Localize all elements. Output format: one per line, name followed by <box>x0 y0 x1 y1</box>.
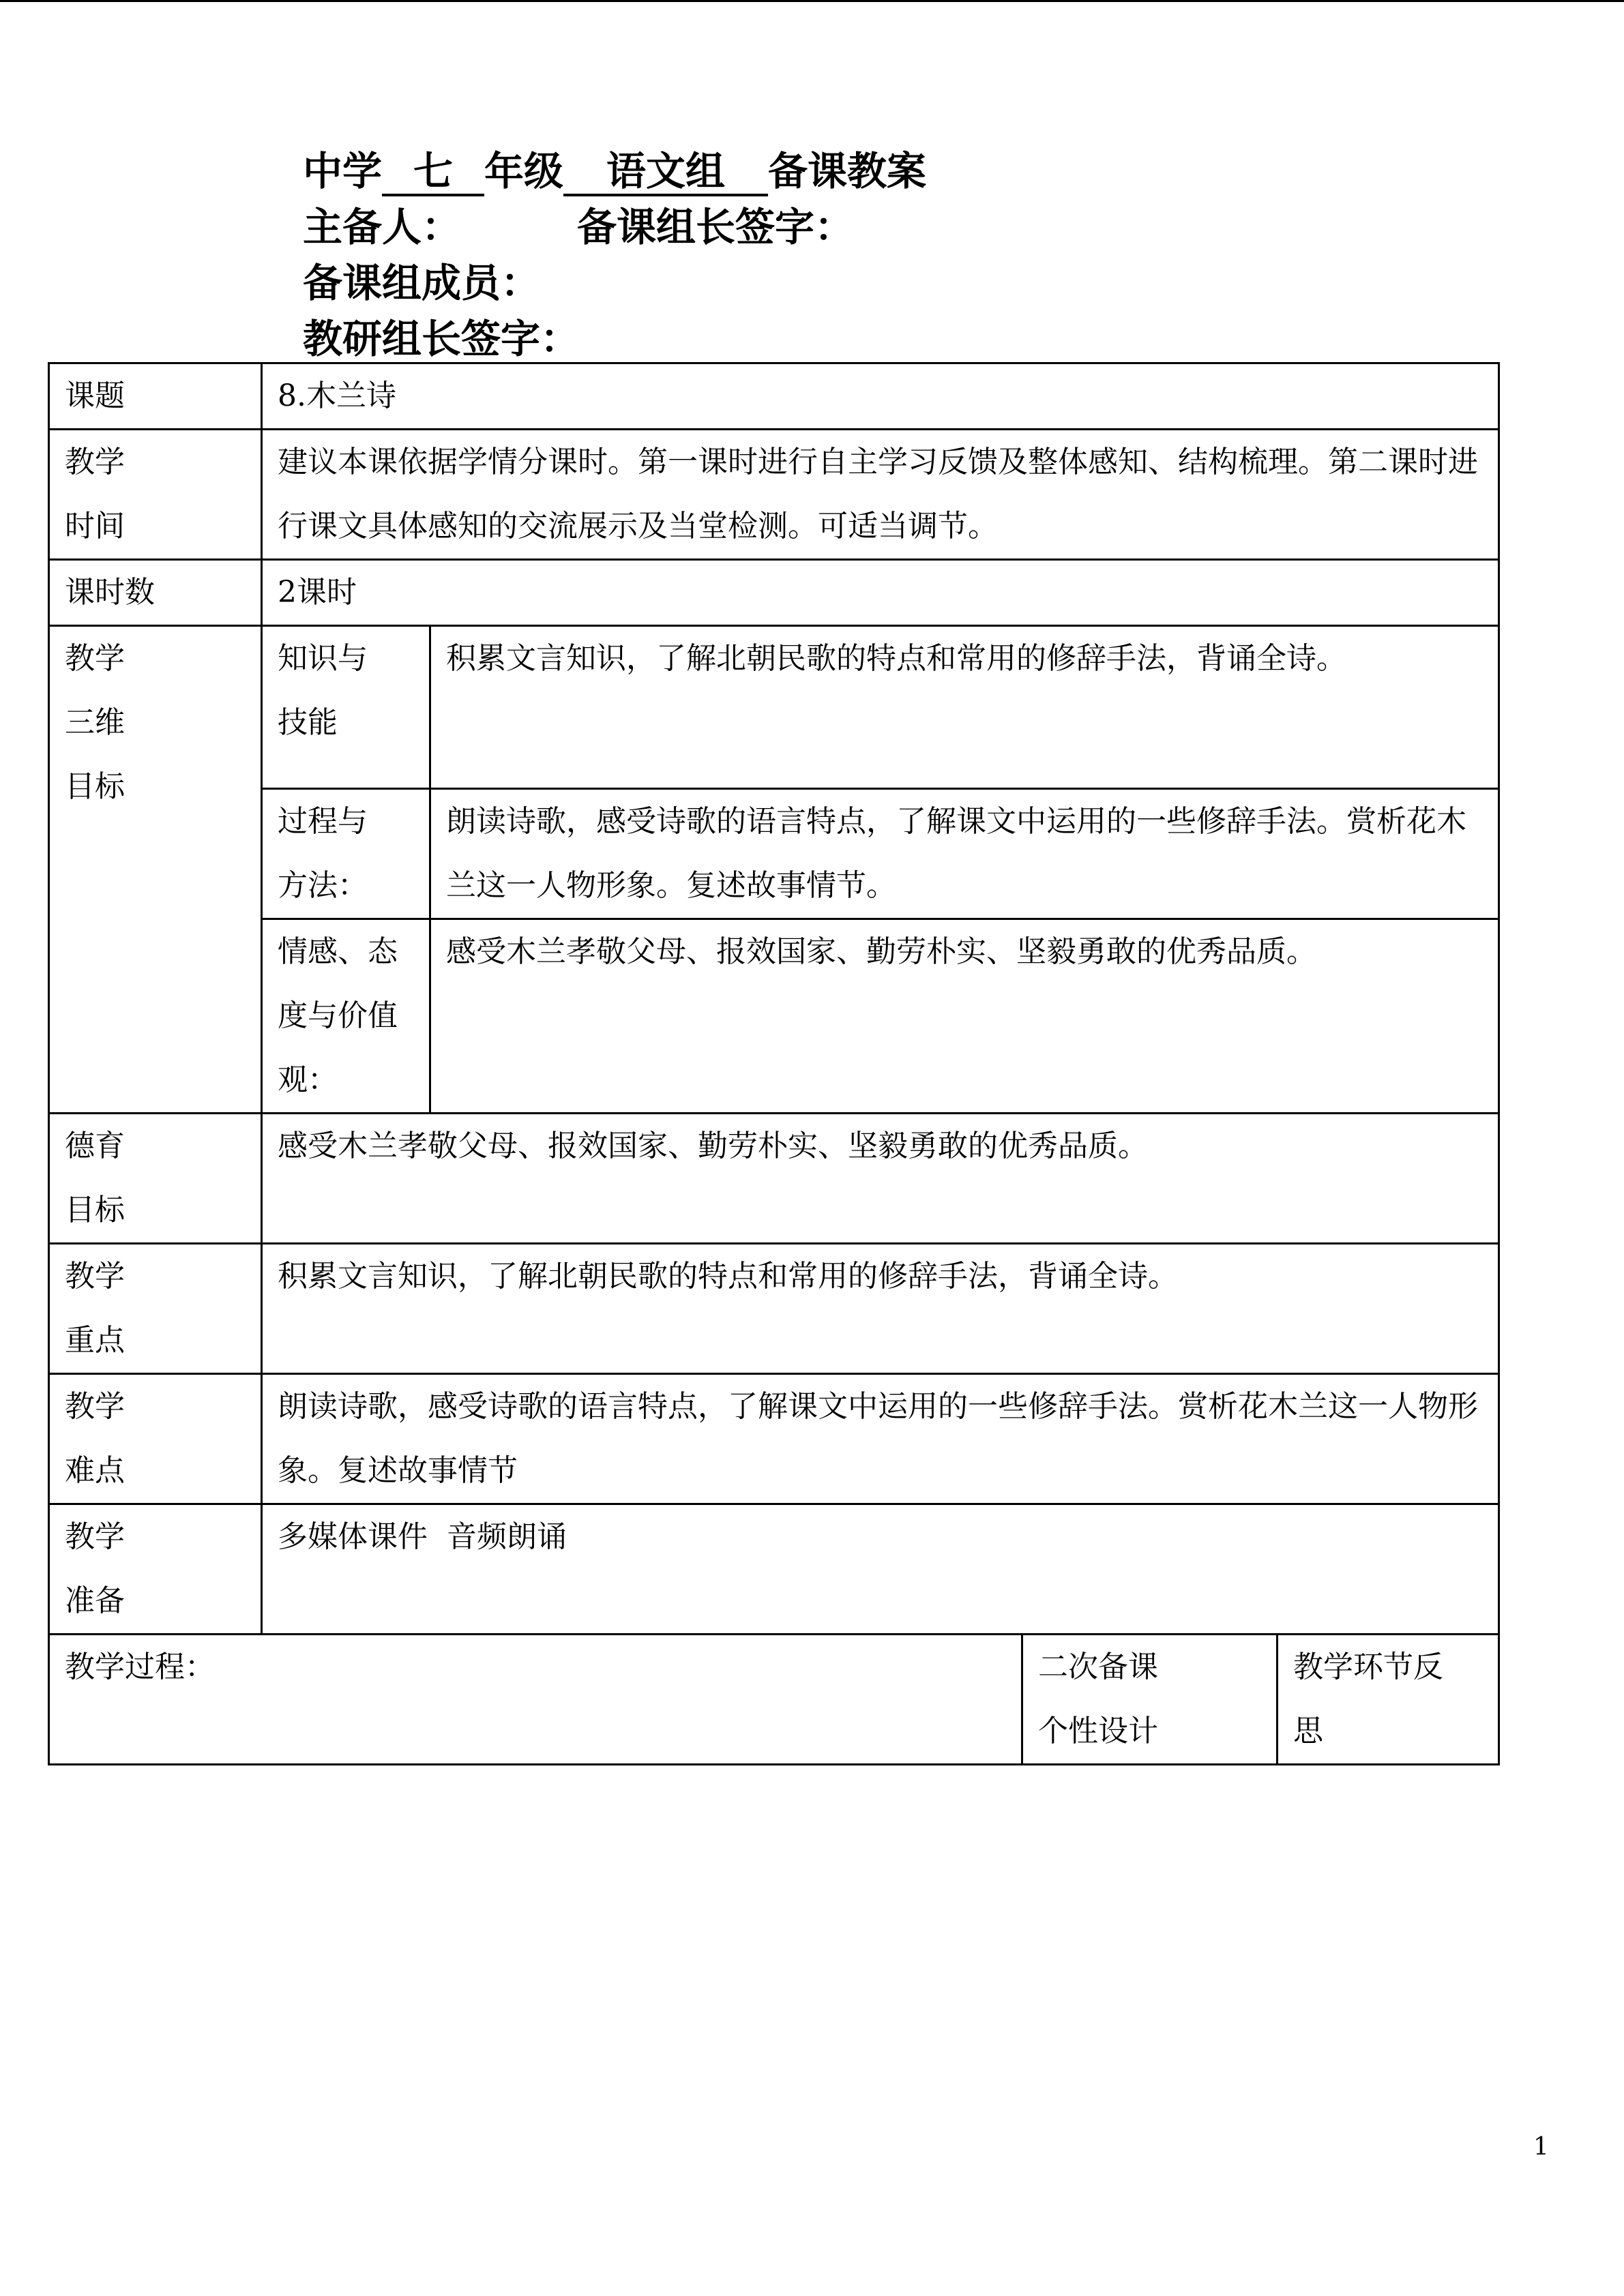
process-title: 教学过程： <box>49 1635 1022 1765</box>
members-line <box>303 255 926 311</box>
top-border-line <box>0 0 1624 2</box>
table-row <box>49 1114 1499 1244</box>
table-row <box>49 1635 1499 1765</box>
emotion-value: 感受木兰孝敬父母、报效国家、勤劳朴实、坚毅勇敢的优秀品质。 <box>430 919 1499 1114</box>
hours-value: 2课时 <box>262 560 1499 626</box>
difficult-label: 教学 难点 <box>49 1374 262 1504</box>
main-preparer-label: 主备人： <box>303 204 462 250</box>
process-label: 过程与 方法： <box>262 789 430 919</box>
header-signature-line <box>303 199 926 255</box>
table-row <box>49 1244 1499 1374</box>
table-row <box>49 1504 1499 1635</box>
time-value: 建议本课依据学情分课时。第一课时进行自主学习反馈及整体感知、结构梳理。第二课时进行课文具体感知的交流展示及当堂检测。可适当调节。 <box>262 430 1499 560</box>
lesson-plan-table <box>48 362 1500 1765</box>
reflection-label: 教学环节反 思 <box>1278 1635 1499 1765</box>
topic-label: 课题 <box>49 363 262 430</box>
table-row <box>49 626 1499 789</box>
table-row <box>49 363 1499 430</box>
research-sign-label: 教研组长签字： <box>303 316 580 362</box>
hours-label: 课时数 <box>49 560 262 626</box>
prep-label: 教学 准备 <box>49 1504 262 1635</box>
table-row <box>49 430 1499 560</box>
prep-value: 多媒体课件 音频朗诵 <box>262 1504 1499 1635</box>
difficult-value: 朗读诗歌，感受诗歌的语言特点，了解课文中运用的一些修辞手法。赏析花木兰这一人物形象。复述故事情节 <box>262 1374 1499 1504</box>
table-row <box>49 560 1499 626</box>
key-value: 积累文言知识，了解北朝民歌的特点和常用的修辞手法，背诵全诗。 <box>262 1244 1499 1374</box>
header-group-field: 语文组 <box>563 149 768 196</box>
research-sign-line <box>303 311 926 367</box>
moral-value: 感受木兰孝敬父母、报效国家、勤劳朴实、坚毅勇敢的优秀品质。 <box>262 1114 1499 1244</box>
table-row <box>49 789 1499 919</box>
knowledge-label: 知识与 技能 <box>262 626 430 789</box>
header-grade-suffix: 年级 <box>484 148 564 194</box>
knowledge-value: 积累文言知识，了解北朝民歌的特点和常用的修辞手法，背诵全诗。 <box>430 626 1499 789</box>
time-label: 教学 时间 <box>49 430 262 560</box>
document-header <box>303 143 926 367</box>
header-plan-title: 备课教案 <box>768 148 927 194</box>
header-title-line <box>303 143 926 199</box>
topic-value: 8.木兰诗 <box>262 363 1499 430</box>
header-grade-field: 七 <box>382 149 484 196</box>
table-row <box>49 919 1499 1114</box>
goals-label: 教学 三维 目标 <box>49 626 262 1114</box>
table-row <box>49 1374 1499 1504</box>
members-label: 备课组成员： <box>303 260 541 306</box>
header-school: 中学 <box>303 148 383 194</box>
emotion-label: 情感、态 度与价值 观： <box>262 919 430 1114</box>
leader-sign-label: 备课组长签字： <box>577 204 855 250</box>
moral-label: 德育 目标 <box>49 1114 262 1244</box>
page-number: 1 <box>1533 2133 1549 2161</box>
process-value: 朗读诗歌，感受诗歌的语言特点，了解课文中运用的一些修辞手法。赏析花木兰这一人物形象。复述故事情节。 <box>430 789 1499 919</box>
second-prep-label: 二次备课 个性设计 <box>1022 1635 1278 1765</box>
key-label: 教学 重点 <box>49 1244 262 1374</box>
